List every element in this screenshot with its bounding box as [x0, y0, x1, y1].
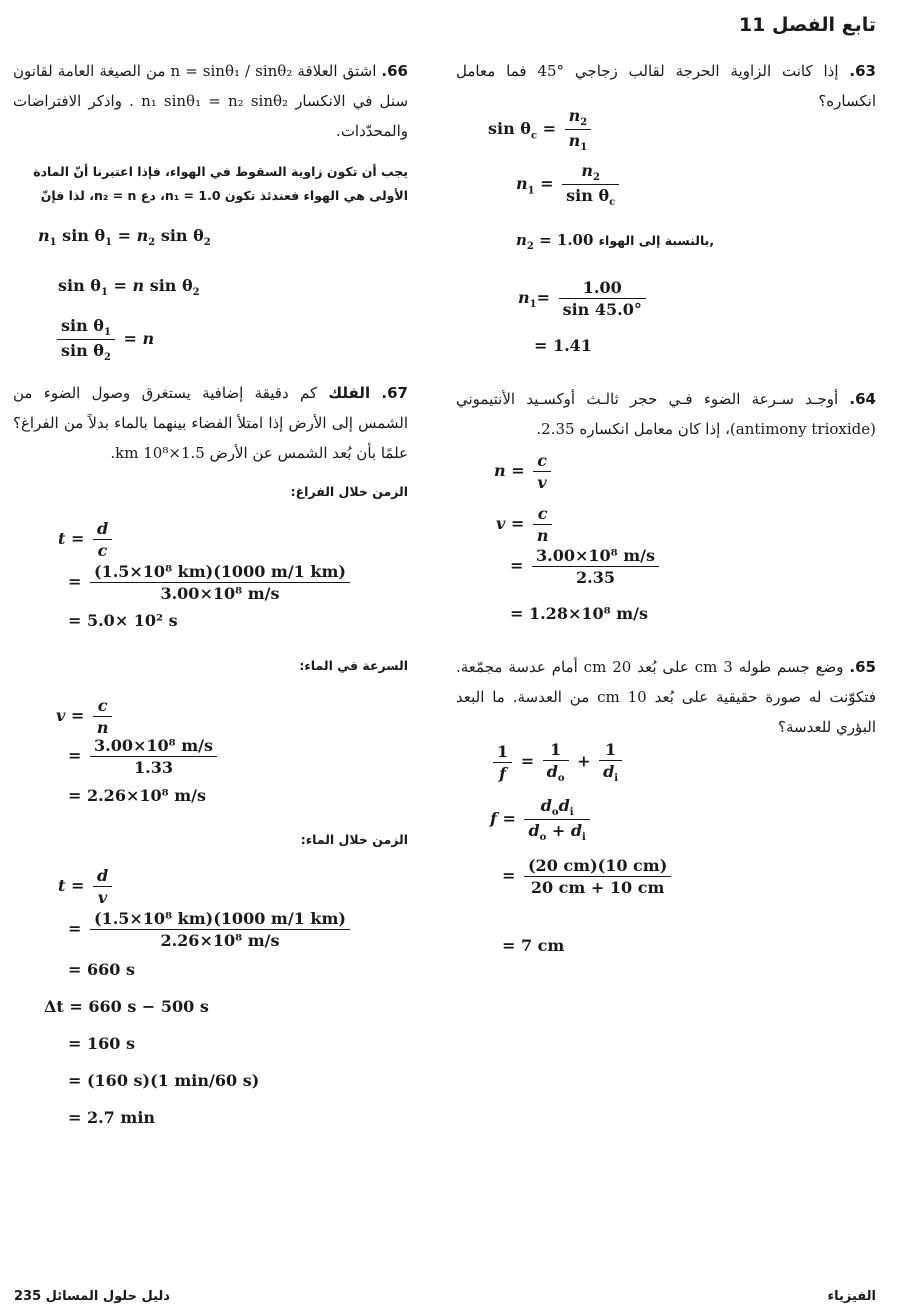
eq-f-value: = $\frac{(20 cm)(10 cm)}{20 cm + 10 cm}$ — [502, 856, 674, 897]
eq-sin-critical: $\sin \theta_c$ = $\frac{n_2}{n_1}$ — [488, 106, 594, 153]
problem-label: الفلك — [328, 384, 371, 402]
eq-delta-t-2: = (160 s)(1 min/60 s) — [68, 1071, 260, 1090]
eq-v-water: v = $\frac{c}{n}$ — [56, 696, 115, 737]
eq-n1: $n_1$ = $\frac{n_2}{\sin \theta_c}$ — [516, 161, 622, 208]
eq-n-ratio: $\frac{\sin \theta_1}{\sin \theta_2}$ = n — [54, 316, 154, 363]
problem-number: 67. — [381, 384, 408, 402]
eq-n1-value: $n_1=$ $\frac{1.00}{\sin 45.0^\circ}$ — [518, 278, 649, 319]
eq-snell-air: $\sin \theta_1 = n$ $\sin \theta_2$ — [58, 276, 200, 299]
speed-label: السرعة في الماء: — [299, 658, 408, 673]
eq-v-water-value: = $\frac{\text{3.00×10⁸ m/s}}{1.33}$ — [68, 736, 220, 777]
eq-result-63: = 1.41 — [534, 336, 592, 355]
eq-res-water: = 660 s — [68, 960, 135, 979]
eq-f: f = $\frac{d_od_i}{d_o + d_i}$ — [490, 796, 593, 843]
problem-text: كم دقيقة إضافية يستغرق وصول الضوء من الشمس إلى الأرض إذا امتلأ الفضاء بينهما بالماء بدلاً من الفراغ؟ علمًا بأن بُعد الشمس عن الأرض 1.5×10⁸ km. — [13, 384, 408, 462]
eq-n-c-v: n = $\frac{c}{v}$ — [494, 451, 554, 492]
eq-t-d-c: t = $\frac{d}{c}$ — [58, 519, 115, 560]
eq-v-water-res: = 2.26×10⁸ m/s — [68, 786, 206, 805]
eq-delta-t-1: = 160 s — [68, 1034, 135, 1053]
problem-text: أوجـد سـرعة الضوء فـي حجر ثالـث أوكسـيد الأنتيموني (antimony trioxide)، إذا كان معامل انكساره 2.35. — [456, 390, 876, 438]
water-label: الزمن خلال الماء: — [300, 832, 408, 847]
eq-snell: $n_1$ $\sin \theta_1 = n_2$ $\sin \theta_2$ — [38, 226, 211, 249]
eq-result-64: = 1.28×10⁸ m/s — [510, 604, 648, 623]
problem-number: 65. — [849, 658, 876, 676]
eq-t-water: = $\frac{\text{(1.5×10⁸ km)(1000 m/1 km)}}{\text{2.26×10⁸ m/s}}$ — [68, 909, 353, 950]
eq-t-vacuum: = $\frac{\text{(1.5×10⁸ km)(1000 m/1 km)}}{\text{3.00×10⁸ m/s}}$ — [68, 562, 353, 603]
problem-66 — [13, 56, 408, 146]
eq-v-value: = $\frac{\text{3.00×10⁸ m/s}}{2.35}$ — [510, 546, 662, 587]
footer-page-number: دليل حلول المسائل 235 — [14, 1289, 170, 1304]
eq-result-65: = 7 cm — [502, 936, 565, 955]
eq-v-c-n: v = $\frac{c}{n}$ — [496, 504, 555, 545]
problem-65 — [456, 652, 876, 742]
eq-n2-air: $n_2 = 1.00$ بالنسبة إلى الهواء, — [516, 231, 715, 252]
problem-number: 63. — [849, 62, 876, 80]
eq-lens: $\frac{1}{f}$ = $\frac{1}{d_o}$ + $\frac{1}{d_i}$ — [490, 740, 625, 784]
eq-res-vacuum: = 5.0× 10² s — [68, 611, 178, 630]
problem-67 — [13, 378, 408, 468]
problem-text: وضع جسم طوله 3 cm على بُعد 20 cm أمام عدسة مجمّعة. فتكوّنت له صورة حقيقية على بُعد 10 cm من العدسة. ما البعد البؤري للعدسة؟ — [456, 658, 876, 736]
problem-64 — [456, 384, 876, 444]
page-title: تابع الفصل 11 — [738, 14, 876, 36]
vacuum-label: الزمن خلال الفراغ: — [290, 484, 408, 499]
eq-delta-t: Δt = 660 s − 500 s — [44, 997, 209, 1016]
problem-number: 66. — [381, 62, 408, 80]
assumption-note: يجب أن تكون زاوية السقوط في الهواء، فإذا اعتبرنا أنّ المادة الأولى هي الهواء فعندئذ تكون n₁ = 1.0، دع n₂ = n، لذا فإنّ — [33, 164, 408, 203]
footer-subject: الفيزياء — [827, 1289, 876, 1304]
problem-number: 64. — [849, 390, 876, 408]
eq-t-d-v: t = $\frac{d}{v}$ — [58, 866, 115, 907]
problem-text: إذا كانت الزاوية الحرجة لقالب زجاجي °45 فما معامل انكساره؟ — [456, 62, 876, 110]
problem-text: اشتق العلاقة n = sinθ₁ / sinθ₂ من الصيغة العامة لقانون سنل في الانكسار n₁ sinθ₁ = n₂ sinθ₂ . واذكر الافتراضات والمحدّدات. — [13, 62, 409, 140]
eq-delta-t-3: = 2.7 min — [68, 1108, 156, 1127]
